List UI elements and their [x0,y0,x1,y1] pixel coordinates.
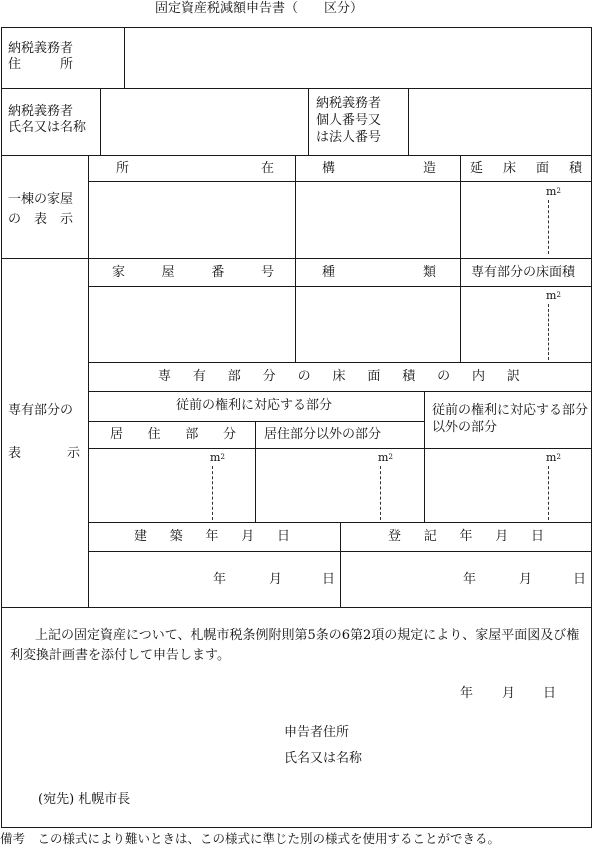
declaration-date-field[interactable] [440,682,570,704]
registration-day-label: 日 [573,572,587,587]
declaration-day-label: 日 [543,686,557,701]
non-residential-area-field[interactable] [256,449,424,522]
residential-header: 居 住 部 分 [110,427,236,442]
declaration-year-label: 年 [460,686,474,701]
taxpayer-name-label: 納税義務者 氏名又は名称 [8,104,87,135]
exclusive-floor-area-field[interactable] [461,287,591,362]
sqm-unit: $m^2$ [546,451,561,464]
exclusive-section-label-2: 表 示 [8,446,80,461]
sqm-unit: $m^2$ [210,451,225,464]
footer-note: 備考 この様式により難いときは、この様式に準じた別の様式を使用することができる。 [0,831,501,846]
building-floor-area-header: 延 床 面 積 [470,161,582,176]
construction-date-header: 建 築 年 月 日 [134,529,290,544]
kind-field[interactable] [296,287,460,362]
taxpayer-name-field[interactable] [101,89,308,155]
house-number-header: 家 屋 番 号 [112,265,274,280]
construction-month-label: 月 [269,572,283,587]
declarant-name-field[interactable] [366,747,586,769]
exclusive-section-label: 専有部分の [8,403,74,418]
prior-rights-header: 従前の権利に対応する部分 [176,398,333,413]
taxpayer-address-label: 納税義務者 住 所 [8,41,74,72]
non-residential-header: 居住部分以外の部分 [264,427,382,442]
construction-day-label: 日 [322,572,336,587]
taxpayer-number-label: 納税義務者 個人番号又 は法人番号 [316,96,382,145]
registration-date-header: 登 記 年 月 日 [388,529,544,544]
sqm-unit: $m^2$ [546,185,561,198]
building-section-label: 一棟の家屋 の 表 示 [8,192,74,227]
prior-rights-other-header: 従前の権利に対応する部分以外の部分 [432,403,589,435]
taxpayer-number-field[interactable] [409,89,591,155]
sqm-unit: $m^2$ [378,451,393,464]
building-structure-header: 構 造 [322,161,436,176]
building-structure-field[interactable] [296,182,460,258]
house-number-field[interactable] [89,287,295,362]
kind-header: 種 類 [322,265,436,280]
sqm-unit: $m^2$ [546,289,561,302]
building-floor-area-field[interactable] [461,182,591,258]
addressee: (宛先) 札幌市長 [38,792,131,807]
prior-rights-other-area-field[interactable] [425,449,591,522]
declarant-address-field[interactable] [366,721,586,743]
building-location-header: 所 在 [116,161,274,176]
registration-month-label: 月 [519,572,533,587]
taxpayer-address-field[interactable] [125,28,591,88]
registration-year-label: 年 [463,572,477,587]
frame-left [1,27,2,828]
exclusive-floor-area-header: 専有部分の床面積 [471,265,576,280]
declarant-name-label: 氏名又は名称 [284,751,363,766]
frame-bottom [1,827,592,828]
form-title: 固定資産税減額申告書（ 区分） [155,1,364,16]
frame-right [591,27,592,828]
breakdown-header: 専 有 部 分 の 床 面 積 の 内 訳 [158,369,520,384]
building-location-field[interactable] [89,182,295,258]
declarant-address-label: 申告者住所 [284,725,350,740]
declaration-month-label: 月 [502,686,516,701]
declaration-text: 上記の固定資産について、札幌市税条例附則第5条の6第2項の規定により、家屋平面図及び権利変換計画書を添付して申告します。 [10,628,580,663]
residential-area-field[interactable] [89,449,255,522]
construction-year-label: 年 [213,572,227,587]
